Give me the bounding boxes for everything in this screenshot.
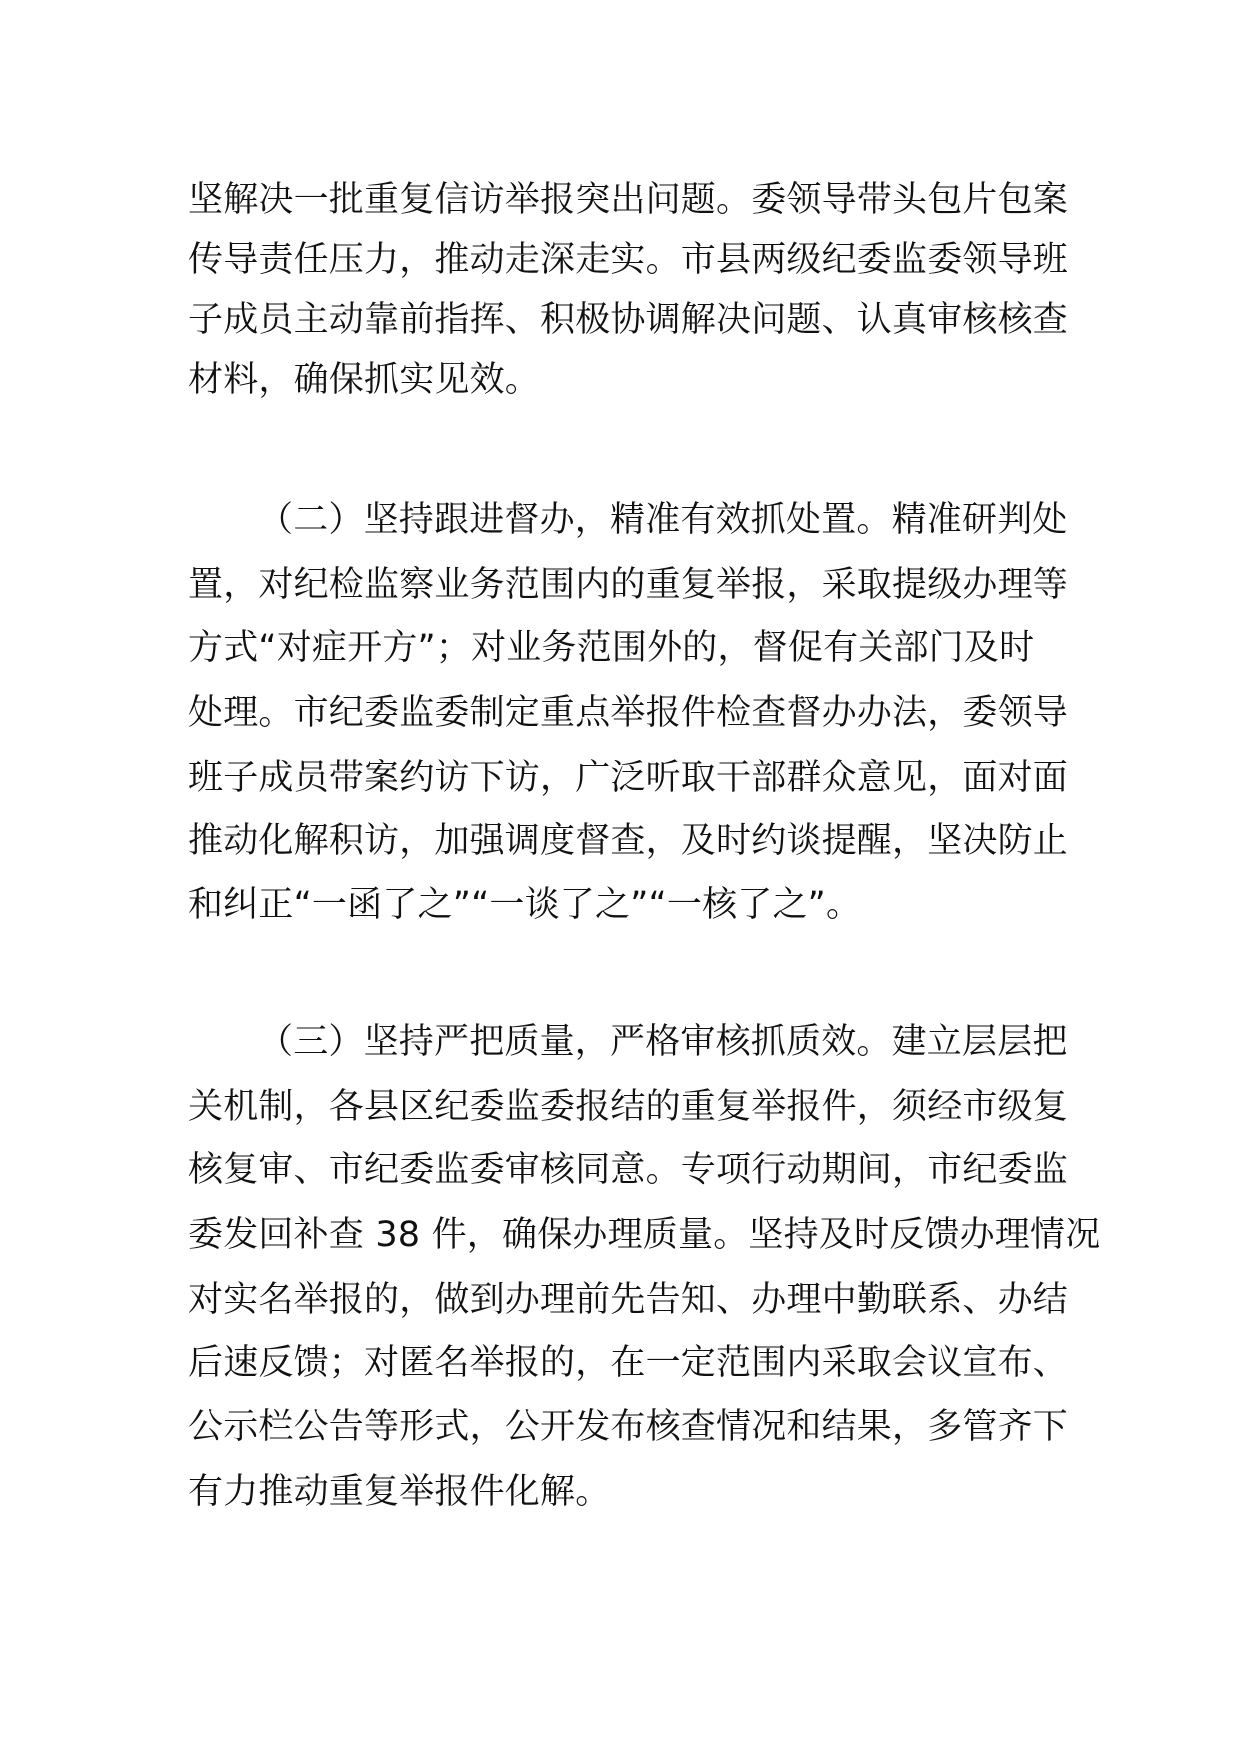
para2-line-1: （二）坚持跟进督办，精准有效抓处置。精准研判处: [258, 500, 1068, 540]
para2-line-4: 处理。市纪委监委制定重点举报件检查督办办法，委领导: [188, 693, 1069, 733]
para3-line-7: 公示栏公告等形式，公开发布核查情况和结果，多管齐下: [188, 1407, 1069, 1447]
para3-line-2: 关机制，各县区纪委监委报结的重复举报件，须经市级复: [188, 1087, 1069, 1127]
para2-line-2: 置，对纪检监察业务范围内的重复举报，采取提级办理等: [188, 565, 1069, 605]
para3-line-5: 对实名举报的，做到办理前先告知、办理中勤联系、办结: [188, 1280, 1069, 1320]
para2-line-3: 方式“对症开方”；对业务范围外的，督促有关部门及时: [188, 628, 1035, 668]
para3-line-1: （三）坚持严把质量，严格审核抓质效。建立层层把: [258, 1022, 1068, 1062]
para2-line-6: 推动化解积访，加强调度督查，及时约谈提醒，坚决防止: [188, 821, 1069, 861]
para3-line-8: 有力推动重复举报件化解。: [188, 1472, 611, 1512]
para3-line-4: 委发回补查 38 件，确保办理质量。坚持及时反馈办理情况: [188, 1215, 1101, 1255]
para1-line-3: 子成员主动靠前指挥、积极协调解决问题、认真审核核查: [188, 300, 1069, 340]
para1-line-2: 传导责任压力，推动走深走实。市县两级纪委监委领导班: [188, 240, 1069, 280]
para3-line-6: 后速反馈；对匿名举报的，在一定范围内采取会议宣布、: [188, 1343, 1069, 1383]
para1-line-1: 坚解决一批重复信访举报突出问题。委领导带头包片包案: [188, 180, 1069, 220]
para2-line-5: 班子成员带案约访下访，广泛听取干部群众意见，面对面: [188, 758, 1069, 798]
para2-line-7: 和纠正“一函了之”“一谈了之”“一核了之”。: [188, 885, 862, 925]
para3-line-3: 核复审、市纪委监委审核同意。专项行动期间，市纪委监: [188, 1150, 1069, 1190]
para1-line-4: 材料，确保抓实见效。: [188, 360, 541, 400]
